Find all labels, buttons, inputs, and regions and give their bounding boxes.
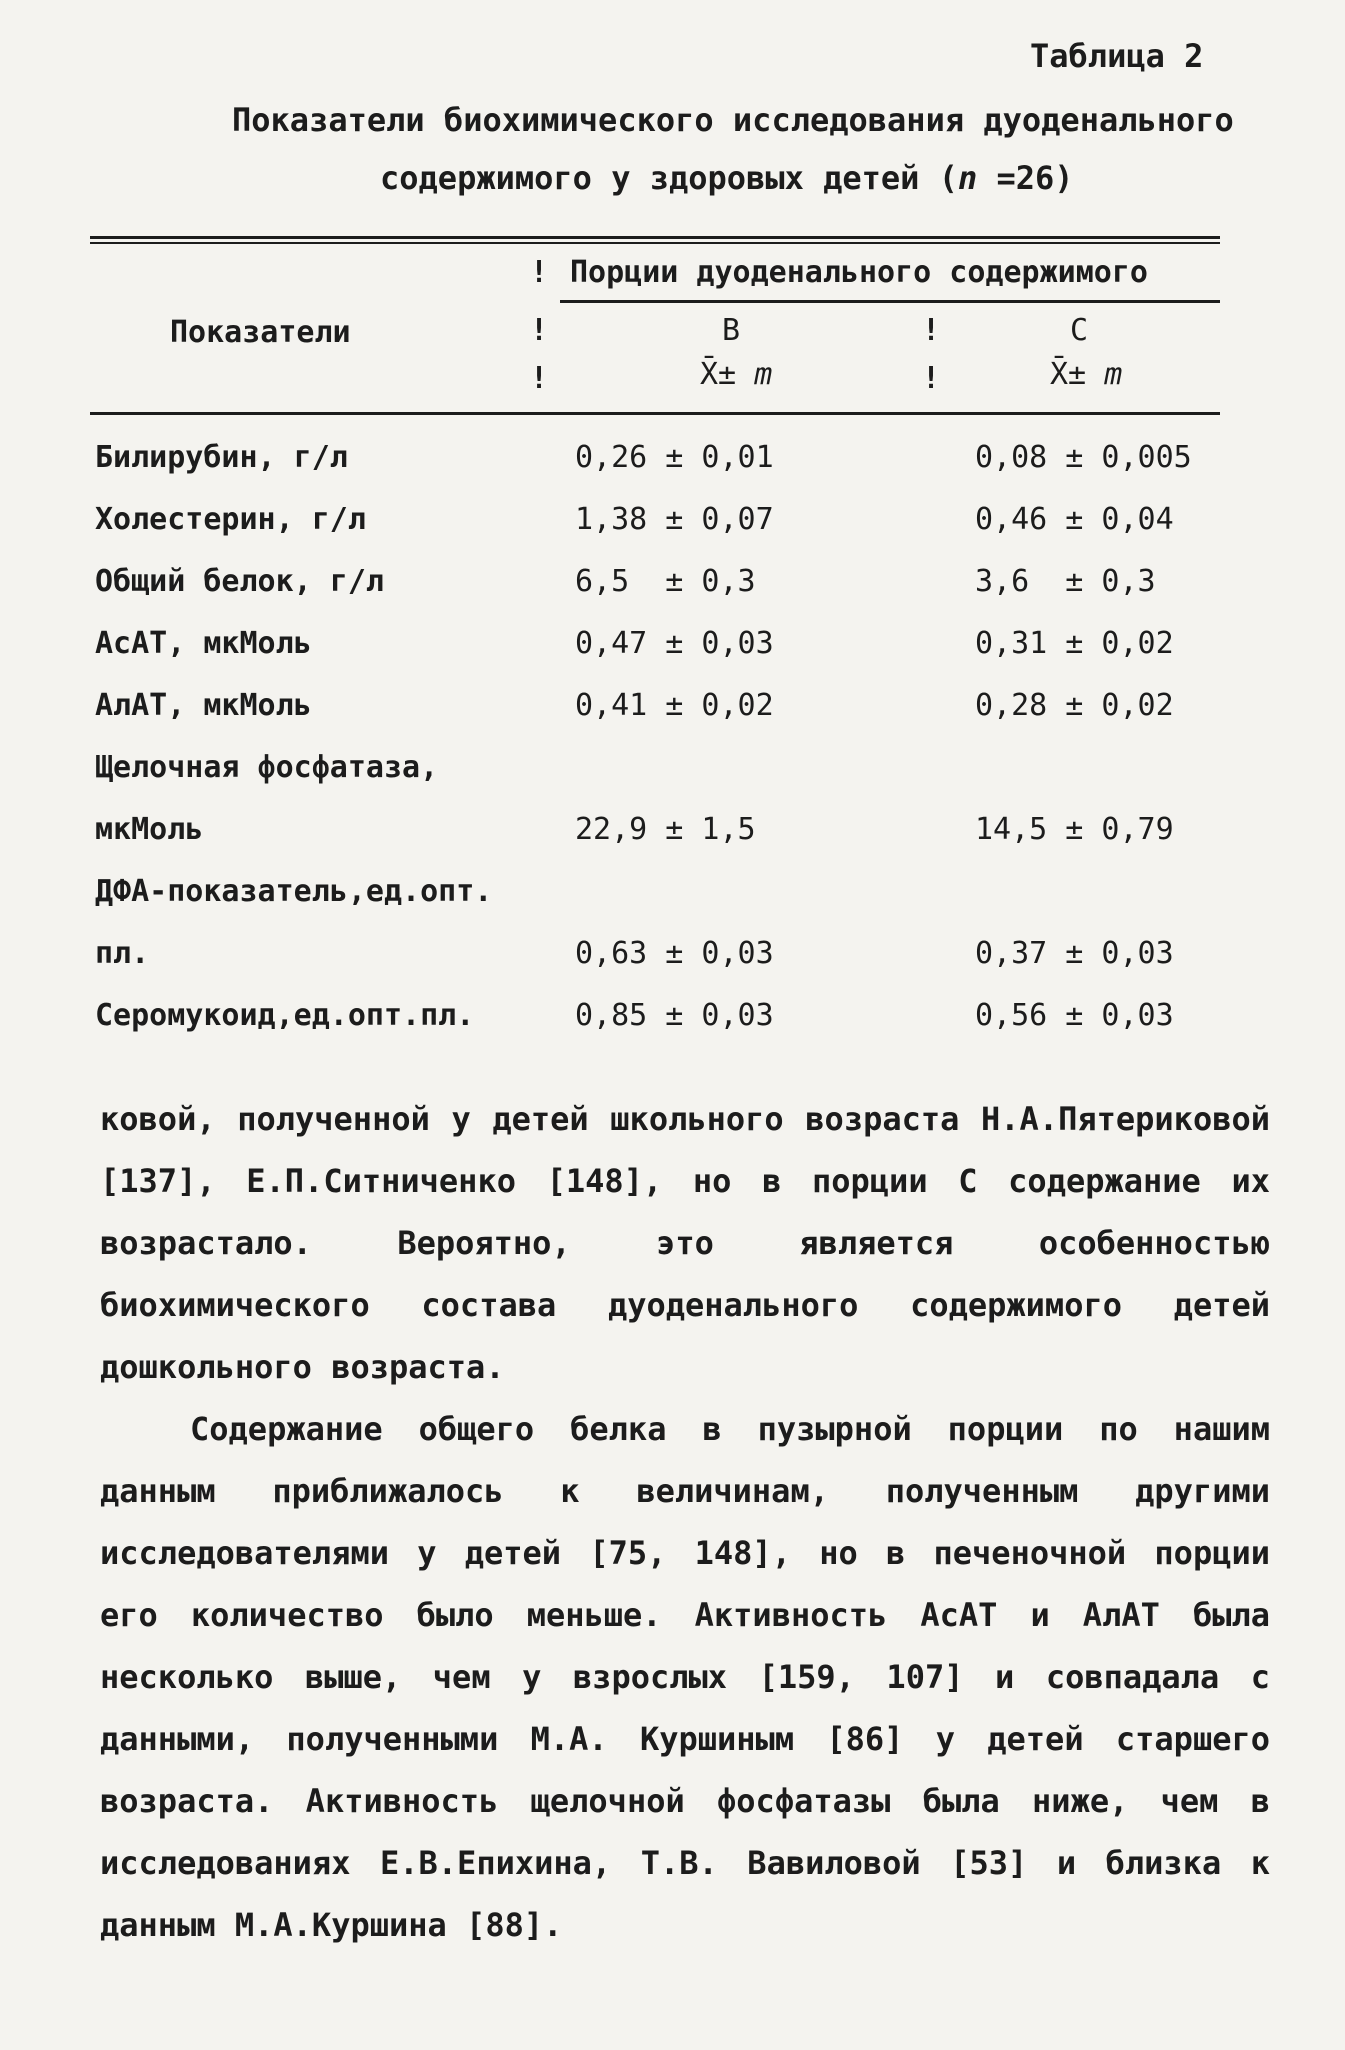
paragraph-2: Содержание общего белка в пузырной порции по нашим данным приближалось к величинам, полученным другими исследователями у детей [75, 148], но в печеночной порции его количество было меньше. Активность АсАТ и АлАТ была несколько выше, чем у взрослых [159, 107] и совпадала с данными, полученными М.А. Куршиным [86] у детей старшего возраста. Активность щелочной фосфатазы была ниже, чем в исследованиях Е.В.Епихина, Т.В. Вавиловой [53] и близка к данным М.А.Куршина [88]. <box>100 1410 1270 1944</box>
header-col-c: C <box>1070 313 1089 348</box>
row-name-cont: пл. <box>95 936 150 971</box>
row-value-c: 0,37 ± 0,03 <box>975 936 1174 971</box>
top-rule-2 <box>90 242 1220 244</box>
row-value-c: 0,28 ± 0,02 <box>975 688 1174 723</box>
row-name-cont: мкМоль <box>95 812 204 847</box>
header-col-b: B <box>722 313 741 348</box>
row-value-b: 0,41 ± 0,02 <box>575 688 774 723</box>
header-indicators: Показатели <box>170 315 351 350</box>
row-name: Серомукоид,ед.опт.пл. <box>95 998 475 1033</box>
row-value-c: 0,31 ± 0,02 <box>975 626 1174 661</box>
header-stat-c: X̄± m <box>1050 357 1123 392</box>
header-separator: ! <box>530 361 549 396</box>
row-name: Билирубин, г/л <box>95 440 348 475</box>
header-portions: Порции дуоденального содержимого <box>570 255 1148 290</box>
header-separator: ! <box>530 313 549 348</box>
table-title-line2: содержимого у здоровых детей (n =26) <box>380 159 1074 197</box>
row-value-b: 1,38 ± 0,07 <box>575 502 774 537</box>
row-value-c: 14,5 ± 0,79 <box>975 812 1174 847</box>
header-bottom-rule <box>90 412 1220 415</box>
table-label: Таблица 2 <box>1030 37 1204 75</box>
paragraph-1: ковой, полученной у детей школьного возраста Н.А.Пятериковой [137], Е.П.Ситниченко [148], но в порции С содержание их возрастало. Вероятно, это является особенностью биохимического состава дуоденального содержимого детей дошкольного возраста. <box>100 1100 1270 1386</box>
row-value-b: 0,85 ± 0,03 <box>575 998 774 1033</box>
row-value-b: 0,26 ± 0,01 <box>575 440 774 475</box>
row-name: АсАТ, мкМоль <box>95 626 312 661</box>
row-name: Холестерин, г/л <box>95 502 366 537</box>
body-text <box>100 1088 1270 1956</box>
row-value-c: 0,56 ± 0,03 <box>975 998 1174 1033</box>
row-value-b: 0,47 ± 0,03 <box>575 626 774 661</box>
row-name: Щелочная фосфатаза, <box>95 750 439 785</box>
row-value-b: 22,9 ± 1,5 <box>575 812 756 847</box>
header-separator: ! <box>530 255 549 290</box>
row-value-b: 6,5 ± 0,3 <box>575 564 756 599</box>
header-separator: ! <box>922 313 941 348</box>
row-name: ДФА-показатель,ед.опт. <box>95 874 493 909</box>
row-value-b: 0,63 ± 0,03 <box>575 936 774 971</box>
table-title-line1: Показатели биохимического исследования дуоденального <box>232 101 1234 139</box>
row-value-c: 0,46 ± 0,04 <box>975 502 1174 537</box>
top-rule <box>90 236 1220 239</box>
header-separator: ! <box>922 361 941 396</box>
portions-underline <box>560 300 1220 303</box>
row-name: АлАТ, мкМоль <box>95 688 312 723</box>
header-stat-b: X̄± m <box>700 357 773 392</box>
row-name: Общий белок, г/л <box>95 564 384 599</box>
row-value-c: 3,6 ± 0,3 <box>975 564 1156 599</box>
row-value-c: 0,08 ± 0,005 <box>975 440 1192 475</box>
